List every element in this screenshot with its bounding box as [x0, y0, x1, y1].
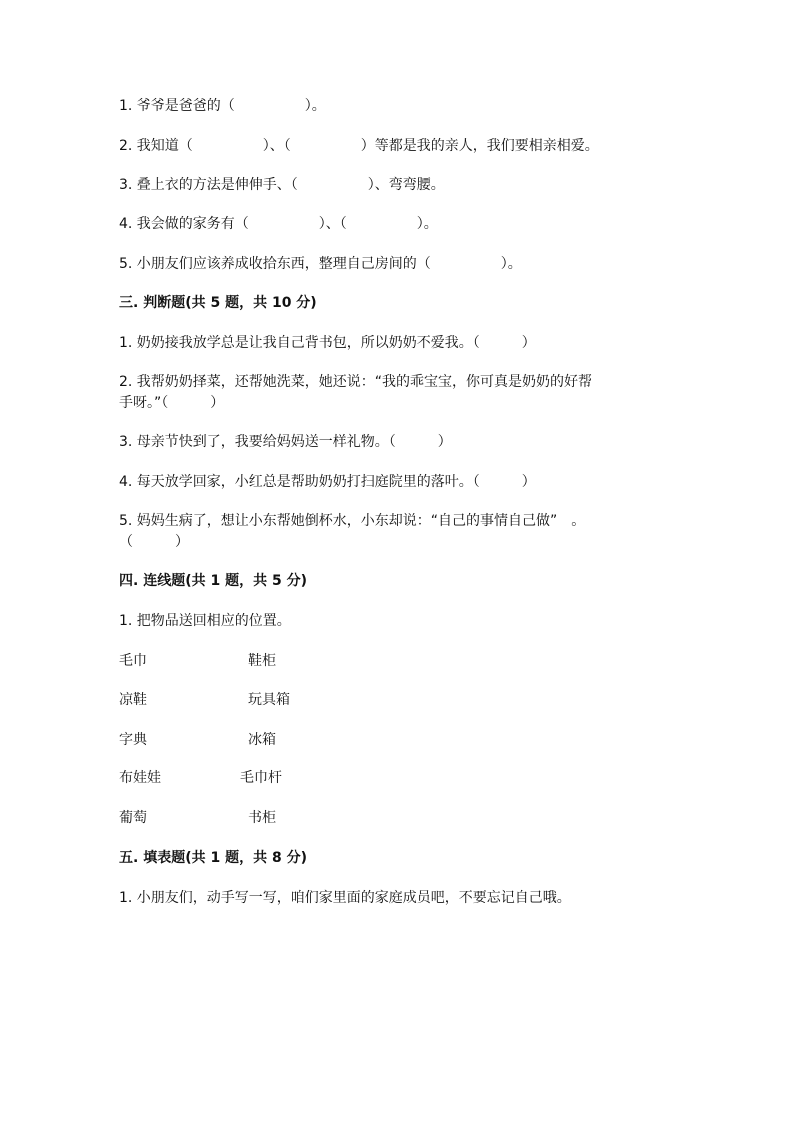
judge-question-1: 1. 奶奶接我放学总是让我自己背书包，所以奶奶不爱我。（ ） — [119, 335, 536, 351]
section-4-heading: 四. 连线题(共 1 题，共 5 分) — [119, 573, 307, 589]
matching-right-item: 毛巾杆 — [240, 770, 282, 786]
matching-question-1: 1. 把物品送回相应的位置。 — [119, 613, 291, 629]
fill-blank-question-4: 4. 我会做的家务有（ ）、（ ）。 — [119, 216, 438, 232]
fill-blank-question-2: 2. 我知道（ ）、（ ）等都是我的亲人，我们要相亲相爱。 — [119, 138, 599, 154]
judge-question-5-line-2: （ ） — [119, 534, 189, 550]
section-5-heading: 五. 填表题(共 1 题，共 8 分) — [119, 850, 307, 866]
matching-left-item: 凉鞋 — [119, 692, 147, 708]
matching-left-item: 毛巾 — [119, 653, 147, 669]
matching-left-item: 布娃娃 — [119, 770, 161, 786]
matching-left-item: 字典 — [119, 732, 147, 748]
matching-right-item: 冰箱 — [248, 732, 276, 748]
judge-question-5-line-1: 5. 妈妈生病了，想让小东帮她倒杯水，小东却说：“自己的事情自己做” 。 — [119, 513, 586, 529]
table-question-1: 1. 小朋友们，动手写一写，咱们家里面的家庭成员吧，不要忘记自己哦。 — [119, 890, 571, 906]
fill-blank-question-5: 5. 小朋友们应该养成收拾东西，整理自己房间的（ ）。 — [119, 256, 522, 272]
judge-question-4: 4. 每天放学回家，小红总是帮助奶奶打扫庭院里的落叶。（ ） — [119, 474, 536, 490]
judge-question-2-line-1: 2. 我帮奶奶择菜，还帮她洗菜，她还说：“我的乖宝宝，你可真是奶奶的好帮 — [119, 374, 593, 390]
matching-right-item: 鞋柜 — [248, 653, 276, 669]
matching-left-item: 葡萄 — [119, 810, 147, 826]
judge-question-2-line-2: 手呀。”（ ） — [119, 395, 225, 411]
judge-question-3: 3. 母亲节快到了，我要给妈妈送一样礼物。（ ） — [119, 434, 452, 450]
matching-right-item: 书柜 — [248, 810, 276, 826]
matching-right-item: 玩具箱 — [248, 692, 290, 708]
section-3-heading: 三. 判断题(共 5 题，共 10 分) — [119, 295, 317, 311]
fill-blank-question-1: 1. 爷爷是爸爸的（ ）。 — [119, 98, 326, 114]
fill-blank-question-3: 3. 叠上衣的方法是伸伸手、（ ）、弯弯腰。 — [119, 177, 445, 193]
